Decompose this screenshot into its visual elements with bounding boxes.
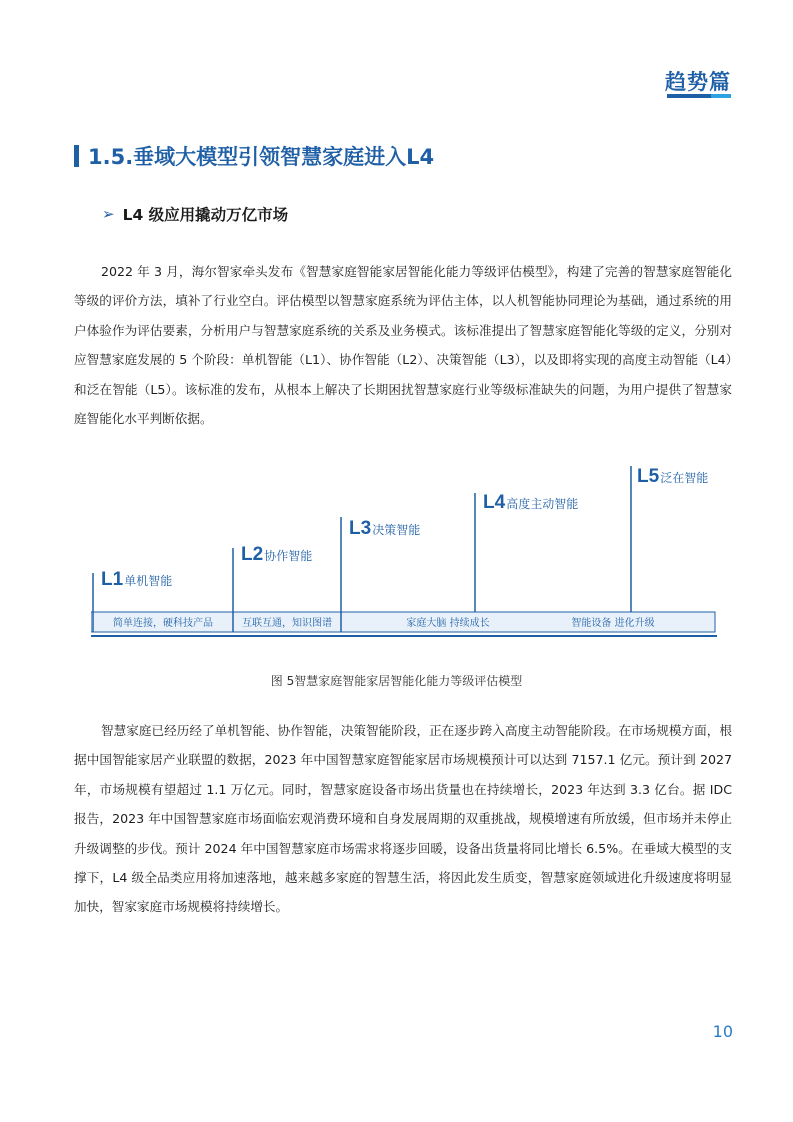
description-l1: 简单连接，硬科技产品 [113,618,213,629]
arrow-bullet-icon: ➢ [102,205,115,223]
section-title: 1.5.垂域大模型引领智慧家庭进入L4 [88,145,435,169]
level-l4 [483,492,578,513]
level-code: L2 [241,544,264,565]
level-name: 单机智能 [124,574,173,588]
section-heading [74,141,434,171]
level-code: L3 [349,518,372,539]
level-l1 [101,569,172,590]
description-l2: 互联互通，知识图谱 [242,618,332,629]
level-l2 [241,544,312,565]
level-l5 [637,466,708,487]
section-tag: 趋势篇 [665,70,731,94]
level-name: 协作智能 [264,549,313,563]
level-code: L4 [483,492,506,513]
heading-bar [74,145,79,167]
level-name: 决策智能 [372,523,421,537]
description-l3: 家庭大脑 持续成长 [406,618,490,629]
level-code: L1 [101,569,124,590]
figure-caption: 图 5智慧家庭智能家居智能化能力等级评估模型 [270,674,523,688]
level-name: 泛在智能 [660,471,709,485]
level-l3 [349,518,420,539]
paragraph-market: 智慧家庭已经历经了单机智能、协作智能，决策智能阶段，正在逐步跨入高度主动智能阶段。在市场规模方面，根据中国智能家居产业联盟的数据，2023 年中国智慧家庭智能家居市场规模预计可以达到 7157.1 亿元。预计到 2027 年，市场规模有望超过 1.1 万亿元。同时，智慧家庭设备市场出货量也在持续增长，2023 年达到 3.3 亿台。据 IDC 报告，2023 年中国智慧家庭市场面临宏观消费环境和自身发展周期的双重挑战，规模增速有所放缓，但市场并未停止升级调整的步伐。预计 2024 年中国智慧家庭市场需求将逐步回暖，设备出货量将同比增长 6.5%。在垂域大模型的支撑下，L4 级全品类应用将加速落地，越来越多家庭的智慧生活，将因此发生质变，智慧家庭领域进化升级速度将明显加快，智家家庭市场规模将持续增长。 [74,723,732,915]
section-tag-underline [667,94,731,98]
level-name: 高度主动智能 [506,497,579,511]
level-staircase-figure [91,462,717,638]
level-code: L5 [637,466,660,487]
subsection-title: L4 级应用撬动万亿市场 [122,206,289,224]
page-number: 10 [712,1022,733,1041]
paragraph-intro: 2022 年 3 月，海尔智家牵头发布《智慧家庭智能家居智能化能力等级评估模型》，构建了完善的智慧家庭智能化等级的评价方法，填补了行业空白。评估模型以智慧家庭系统为评估主体，以人机智能协同理论为基础，通过系统的用户体验作为评估要素，分析用户与智慧家庭系统的关系及业务模式。该标准提出了智慧家庭智能化等级的定义，分别对应智慧家庭发展的 5 个阶段：单机智能（L1）、协作智能（L2）、决策智能（L3），以及即将实现的高度主动智能（L4）和泛在智能（L5）。该标准的发布，从根本上解决了长期困扰智慧家庭行业等级标准缺失的问题，为用户提供了智慧家庭智能化水平判断依据。 [74,264,732,427]
description-l4: 智能设备 进化升级 [571,618,655,629]
subsection-heading [102,203,288,225]
